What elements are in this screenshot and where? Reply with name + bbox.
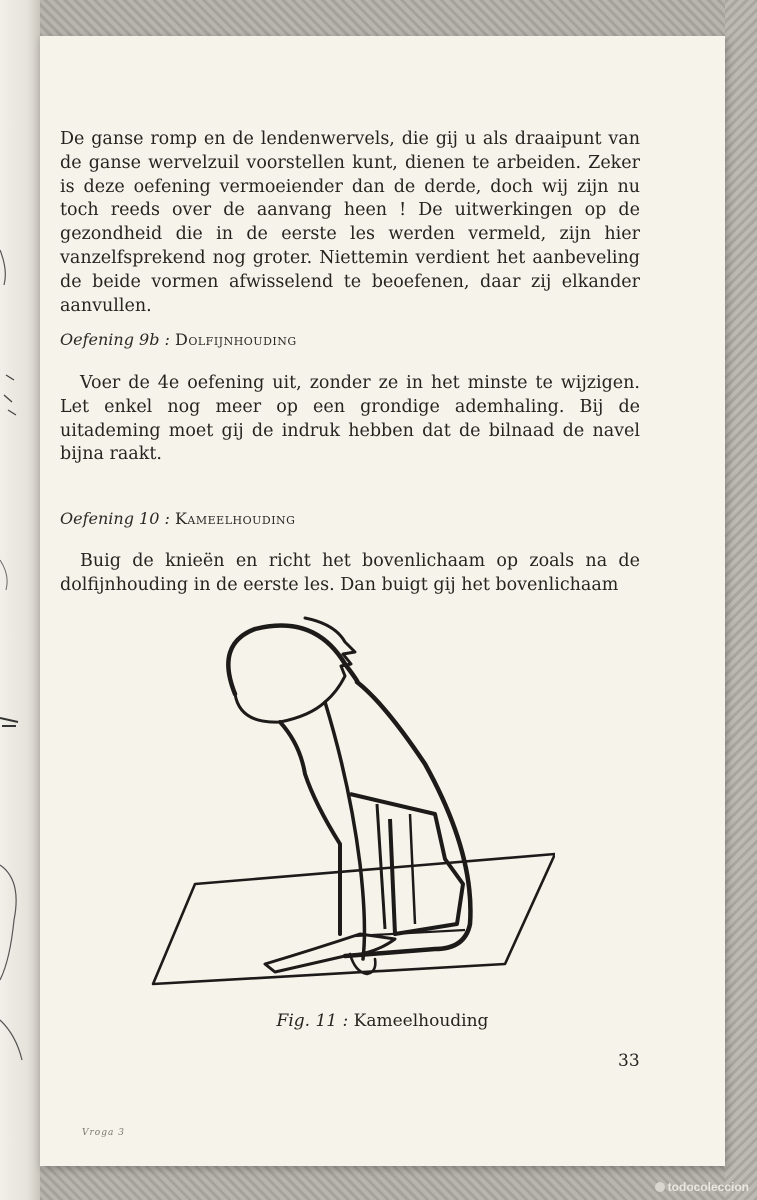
caption-text: Kameelhouding: [353, 1011, 489, 1031]
paragraph-2: Voer de 4e oefening uit, zonder ze in het minste te wijzigen. Let enkel nog meer op een grondige ademhaling. Bij de uitademing moet gij de indruk hebben dat de bilnaad de navel bijna raakt.: [60, 373, 640, 465]
heading-2-lead: Oefening 10 :: [60, 509, 170, 528]
heading-kameelhouding: [60, 509, 295, 528]
adjacent-page: [0, 0, 40, 1200]
heading-2-title: Kameelhouding: [174, 509, 296, 528]
figure-caption: [40, 1011, 725, 1031]
watermark-text: todocoleccion: [667, 1180, 749, 1194]
background-top: [0, 0, 757, 36]
heading-1-title: Dolfijnhouding: [175, 330, 297, 349]
heading-dolfijnhouding: [60, 330, 297, 349]
paragraph-1: De ganse romp en de lendenwervels, die gij u als draaipunt van de ganse wervelzuil voorstellen kunt, dienen te arbeiden. Zeker is deze oefening vermoeiender dan de derde, doch wij zijn nu toch reeds over de aanvang heen ! De uitwerkingen op de gezondheid die in de eerste les werden vermeld, zijn hier vanzelfsprekend nog groter. Niettemin verdient het aanbeveling de beide vormen afwisselend te beoefenen, daar zij elkander aanvullen.: [60, 129, 640, 316]
book-page: [40, 36, 725, 1166]
camel-pose-illustration: [145, 604, 555, 1014]
adjacent-page-marks: [0, 0, 40, 1200]
background-bottom: [0, 1166, 757, 1200]
caption-label: Fig. 11 :: [276, 1011, 349, 1031]
background-right: [725, 0, 757, 1200]
paragraph-3: Buig de knieën en richt het bovenlichaam op zoals na de dolfijnhouding in de eerste les. Dan buigt gij het bovenlichaam: [60, 551, 640, 595]
heading-1-lead: Oefening 9b :: [60, 330, 170, 349]
watermark-logo-icon: [655, 1182, 665, 1192]
watermark: [655, 1180, 749, 1194]
printer-signature: Vroga 3: [82, 1128, 125, 1138]
page-number: 33: [618, 1051, 640, 1071]
